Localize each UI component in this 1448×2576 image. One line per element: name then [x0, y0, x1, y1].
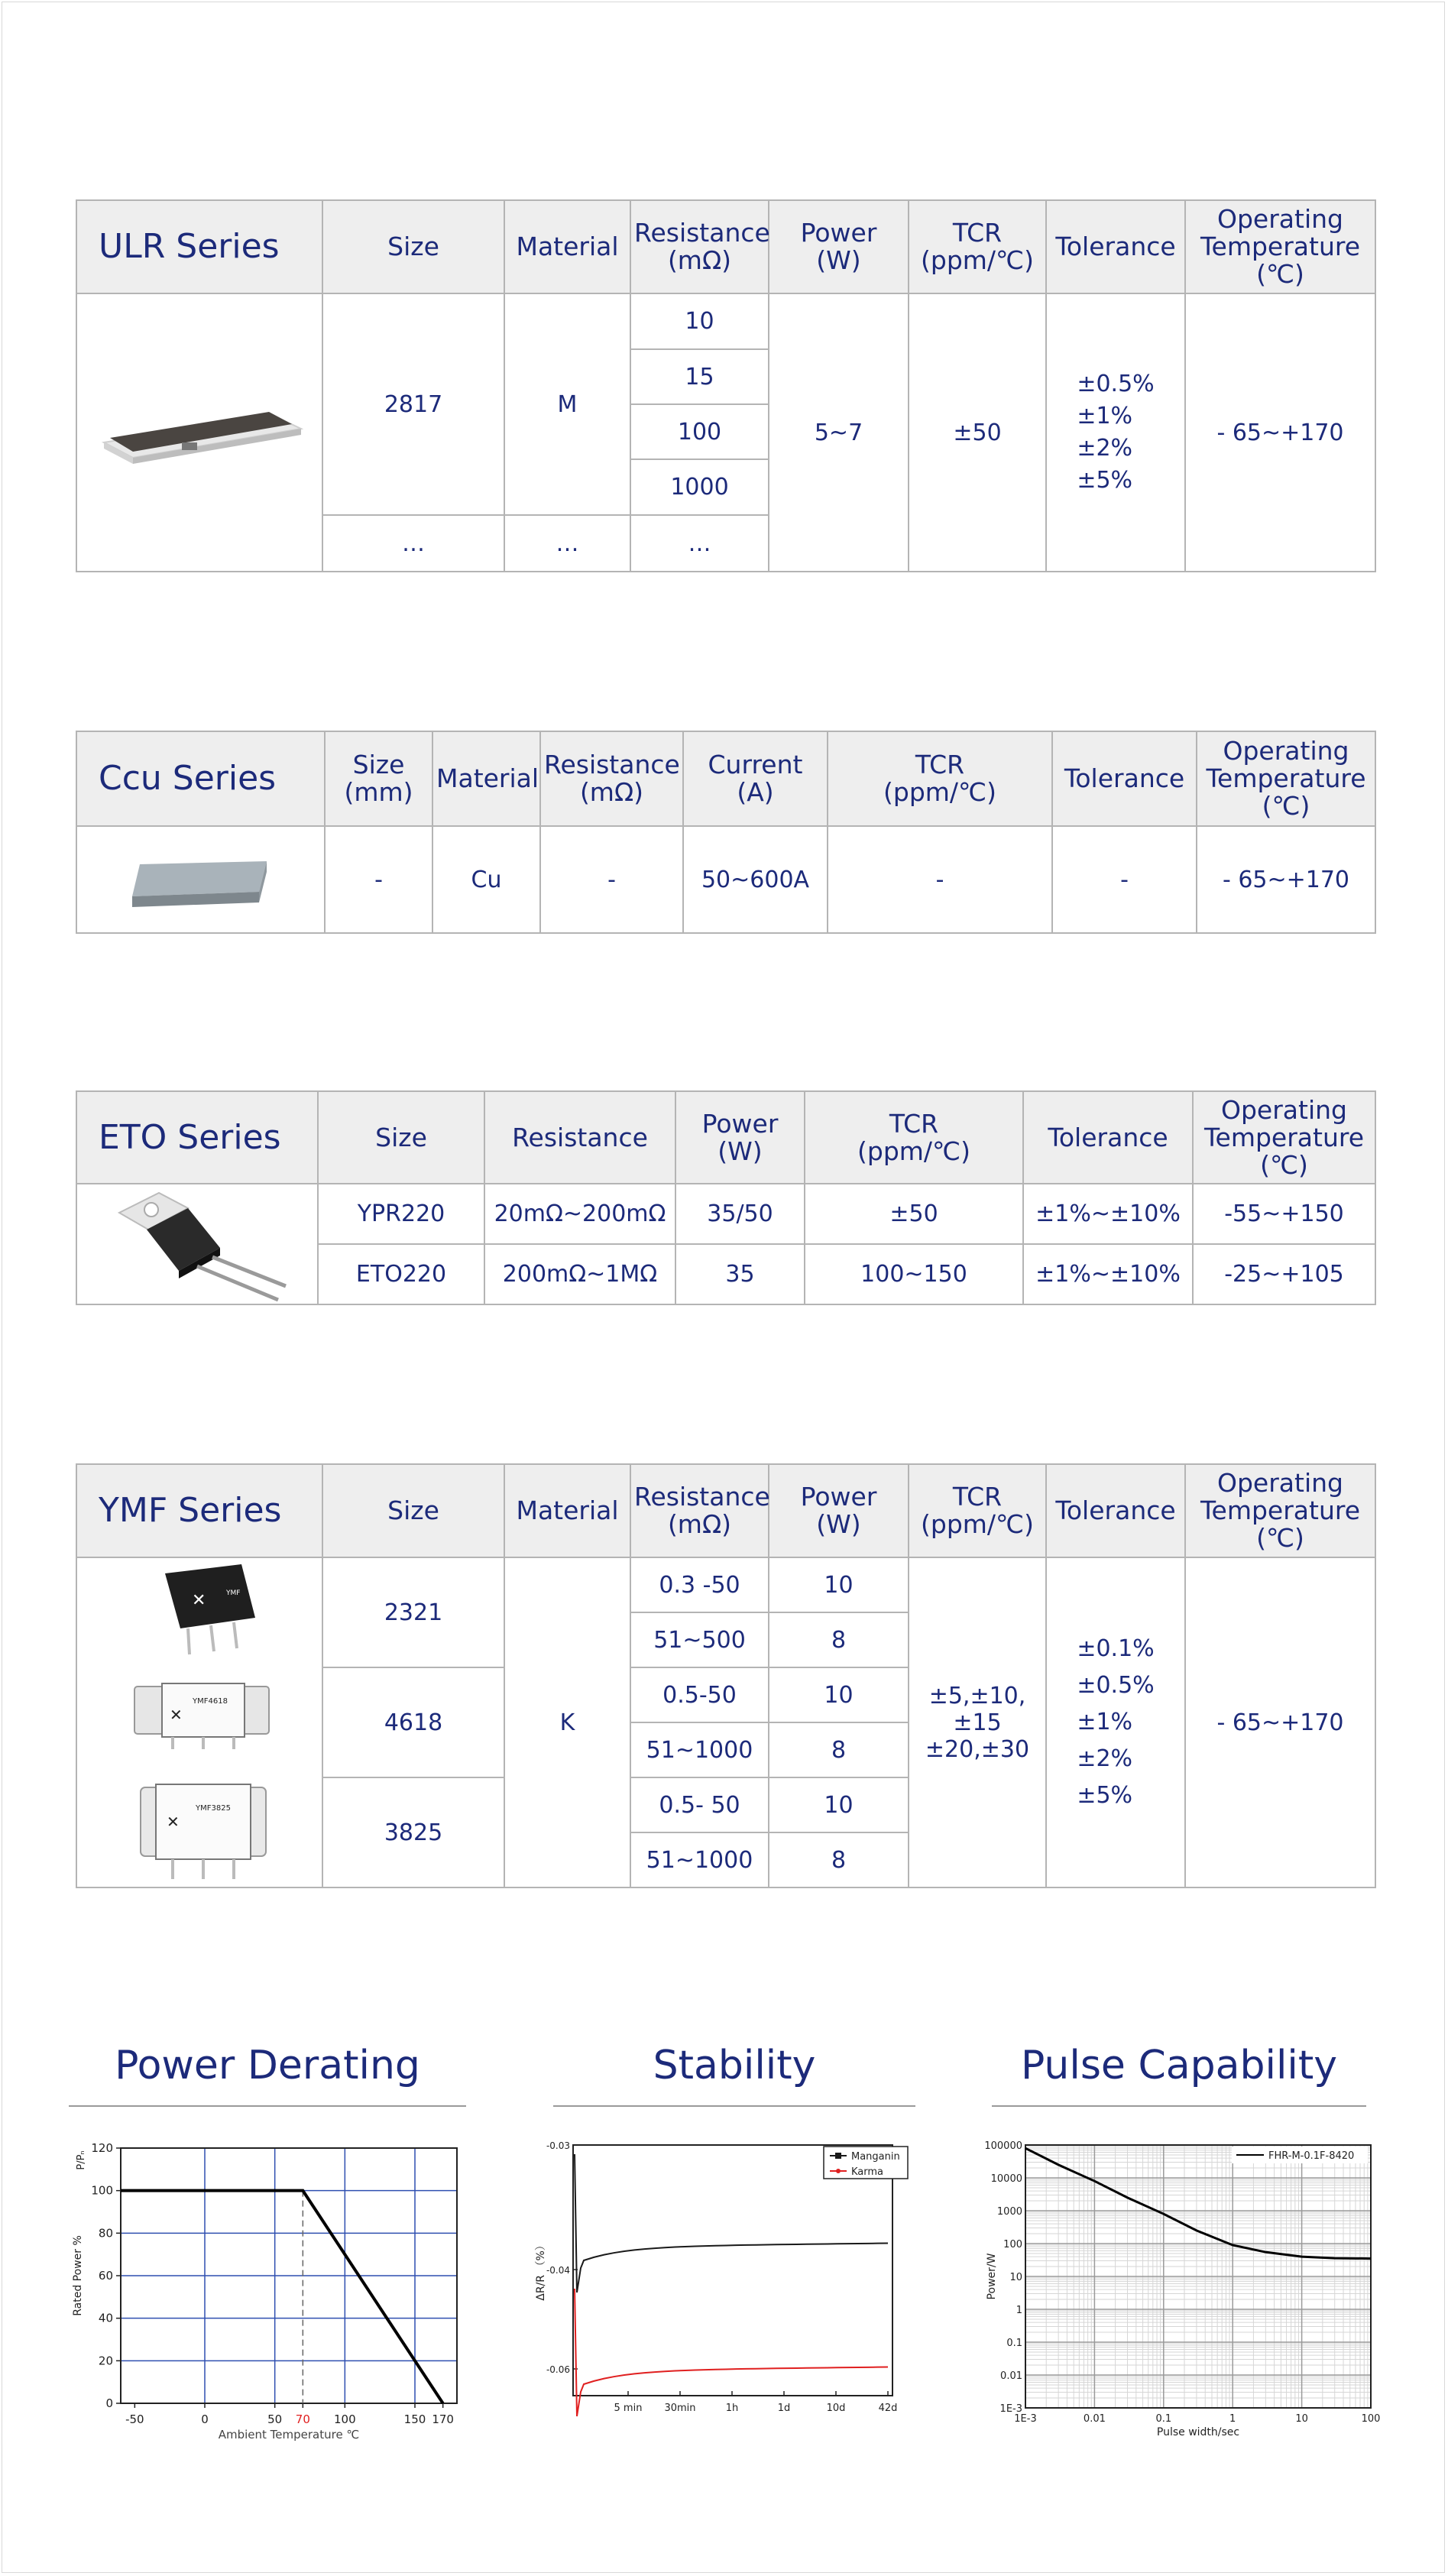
pulse-y-tick-label: 0.01: [1000, 2370, 1022, 2382]
ccu-product-image: [76, 826, 325, 933]
ulr-power: 5~7: [769, 293, 909, 572]
eto-row2-resistance: 200mΩ~1MΩ: [484, 1244, 675, 1304]
ccu-table: [76, 731, 1376, 934]
eto-row2-temp: -25~+105: [1193, 1244, 1375, 1304]
ymf-temp: - 65~+170: [1185, 1557, 1375, 1887]
eto-header-tcr: TCR (ppm/℃): [805, 1091, 1023, 1184]
pulse-x-tick-label: 100: [1361, 2413, 1381, 2425]
stability-legend-karma: Karma: [851, 2166, 884, 2178]
ymf-image-4618: [134, 1683, 269, 1749]
pulse-y-tick-label: 10: [1009, 2272, 1022, 2283]
ccu-series-title: Ccu Series: [76, 731, 325, 826]
ymf-material: K: [504, 1557, 630, 1887]
eto-row1-temp: -55~+150: [1193, 1184, 1375, 1244]
pulse-capability-rule: [992, 2105, 1366, 2107]
eto-header-tolerance: Tolerance: [1023, 1091, 1193, 1184]
ccu-header-tcr: TCR (ppm/℃): [828, 731, 1052, 826]
eto-header-temp: Operating Temperature (℃): [1193, 1091, 1375, 1184]
power-derating-rule: [69, 2105, 466, 2107]
ymf-row3-resistance: 0.5-50: [630, 1667, 769, 1722]
stability-x-tick-label: 1h: [725, 2403, 739, 2414]
ymf-image-3825: [141, 1784, 266, 1879]
derating-curve: [121, 2191, 443, 2403]
ymf-header-temp: Operating Temperature (℃): [1185, 1464, 1375, 1557]
stability-y-label: ΔR/R （%）: [535, 2240, 547, 2301]
ccu-header-size: Size (mm): [325, 731, 432, 826]
ccu-tolerance: -: [1052, 826, 1197, 933]
eto-series-title: ETO Series: [76, 1091, 318, 1184]
eto-row2-tolerance: ±1%~±10%: [1023, 1244, 1193, 1304]
pulse-y-tick-label: 1: [1016, 2305, 1022, 2316]
ulr-material-more: …: [504, 515, 630, 572]
ymf-row1-power: 10: [769, 1557, 909, 1612]
eto-row2-size: ETO220: [318, 1244, 484, 1304]
ymf-row1-resistance: 0.3 -50: [630, 1557, 769, 1612]
pulse-x-label: Pulse width/sec: [1156, 2426, 1240, 2438]
stability-y-tick-label: -0.06: [546, 2364, 570, 2375]
eto-product-image: [76, 1184, 318, 1304]
ymf-size-3: 3825: [322, 1777, 504, 1887]
ulr-tolerance-text: ±0.5% ±1% ±2% ±5%: [1077, 371, 1155, 494]
pulse-capability-title: Pulse Capability: [1020, 2043, 1338, 2088]
ulr-temp: - 65~+170: [1185, 293, 1375, 572]
ymf-row5-resistance: 0.5- 50: [630, 1777, 769, 1832]
pulse-x-tick-label: 10: [1295, 2413, 1308, 2425]
ymf-row2-power: 8: [769, 1612, 909, 1667]
ccu-header-tolerance: Tolerance: [1052, 731, 1197, 826]
ccu-header-material: Material: [432, 731, 540, 826]
ymf-header-resistance: Resistance (mΩ): [630, 1464, 769, 1557]
stability-y-tick-label: -0.04: [546, 2265, 570, 2276]
ymf-row4-power: 8: [769, 1722, 909, 1777]
stability-plot-frame: [573, 2145, 892, 2396]
derating-x-tick-label: 0: [201, 2412, 209, 2426]
pulse-x-tick-label: 1: [1229, 2413, 1236, 2425]
ulr-header-size: Size: [322, 200, 504, 293]
pulse-y-tick-label: 10000: [990, 2173, 1022, 2185]
ulr-header-tcr: TCR (ppm/℃): [909, 200, 1046, 293]
stability-rule: [553, 2105, 915, 2107]
ccu-material: Cu: [432, 826, 540, 933]
ulr-material: M: [504, 293, 630, 515]
ymf-table: [76, 1463, 1376, 1888]
svg-text:✕: ✕: [167, 1813, 180, 1831]
stability-title: Stability: [653, 2043, 816, 2088]
stability-legend-marker-karma: [836, 2169, 841, 2173]
ymf-tolerance-text: ±0.1% ±0.5% ±1% ±2% ±5%: [1077, 1635, 1155, 1809]
stability-curve-karma: [575, 2289, 888, 2416]
ccu-temp: - 65~+170: [1197, 826, 1375, 933]
ulr-tcr: ±50: [909, 293, 1046, 572]
ymf-product-images: [76, 1557, 322, 1887]
ymf-row3-power: 10: [769, 1667, 909, 1722]
stability-x-tick-label: 42d: [878, 2403, 898, 2414]
eto-header-size: Size: [318, 1091, 484, 1184]
derating-y-tick-label: 0: [105, 2396, 113, 2410]
stability-x-tick-label: 30min: [664, 2403, 696, 2414]
ccu-size: -: [325, 826, 432, 933]
power-derating-chart: [67, 2136, 465, 2442]
ccu-current: 50~600A: [683, 826, 828, 933]
ymf-row4-resistance: 51~1000: [630, 1722, 769, 1777]
ymf-header-material: Material: [504, 1464, 630, 1557]
pulse-curve: [1025, 2148, 1371, 2258]
eto-row1-power: 35/50: [675, 1184, 805, 1244]
derating-x-tick-label: -50: [125, 2412, 144, 2426]
pulse-x-tick-label: 0.1: [1155, 2413, 1172, 2425]
ymf-image-label-1: YMF: [226, 1589, 241, 1597]
ccu-header-resistance: Resistance (mΩ): [540, 731, 683, 826]
pulse-y-tick-label: 100000: [984, 2140, 1022, 2152]
power-derating-title: Power Derating: [115, 2043, 420, 2088]
ulr-header-resistance: Resistance (mΩ): [630, 200, 769, 293]
ulr-header-power: Power (W): [769, 200, 909, 293]
ymf-image-label-2: YMF4618: [193, 1697, 228, 1706]
derating-corner-label: P/Pₙ: [76, 2150, 87, 2170]
ymf-header-size: Size: [322, 1464, 504, 1557]
ulr-table: [76, 199, 1376, 572]
stability-legend-manganin: Manganin: [851, 2151, 900, 2163]
ymf-tolerance: [1046, 1557, 1185, 1887]
derating-y-tick-label: 120: [91, 2141, 113, 2155]
ulr-header-material: Material: [504, 200, 630, 293]
ulr-resistance-1: 10: [630, 293, 769, 349]
eto-row1-resistance: 20mΩ~200mΩ: [484, 1184, 675, 1244]
derating-x-tick-label: 100: [334, 2412, 356, 2426]
eto-row1-tcr: ±50: [805, 1184, 1023, 1244]
pulse-x-tick-label: 1E-3: [1014, 2413, 1037, 2425]
ccu-header-temp: Operating Temperature (℃): [1197, 731, 1375, 826]
derating-x-tick-label: 170: [432, 2412, 454, 2426]
pulse-legend-label: FHR-M-0.1F-8420: [1268, 2150, 1355, 2162]
ymf-row5-power: 10: [769, 1777, 909, 1832]
stability-legend-marker-manganin: [835, 2153, 841, 2159]
derating-y-tick-label: 80: [98, 2226, 113, 2241]
eto-header-resistance: Resistance: [484, 1091, 675, 1184]
ymf-row6-power: 8: [769, 1832, 909, 1887]
derating-x-tick-label: 70: [295, 2412, 310, 2426]
ymf-row6-resistance: 51~1000: [630, 1832, 769, 1887]
eto-header-power: Power (W): [675, 1091, 805, 1184]
eto-row1-tolerance: ±1%~±10%: [1023, 1184, 1193, 1244]
derating-y-label: Rated Power %: [72, 2235, 84, 2316]
eto-table: [76, 1090, 1376, 1305]
eto-row2-tcr: 100~150: [805, 1244, 1023, 1304]
derating-x-tick-label: 150: [403, 2412, 426, 2426]
ymf-header-tolerance: Tolerance: [1046, 1464, 1185, 1557]
pulse-y-tick-label: 0.1: [1006, 2338, 1022, 2349]
stability-y-tick-label: -0.03: [546, 2140, 570, 2151]
pulse-y-label: Power/W: [986, 2253, 998, 2300]
pulse-capability-chart: [980, 2136, 1381, 2442]
ymf-row2-resistance: 51~500: [630, 1612, 769, 1667]
ulr-header-temp: Operating Temperature (℃): [1185, 200, 1375, 293]
ulr-resistance-2: 15: [630, 349, 769, 404]
pulse-y-tick-label: 1E-3: [999, 2403, 1022, 2415]
derating-x-label: Ambient Temperature ℃: [218, 2428, 360, 2442]
ccu-resistance: -: [540, 826, 683, 933]
ulr-tolerance: [1046, 293, 1185, 572]
stability-chart: [527, 2136, 925, 2442]
ymf-header-power: Power (W): [769, 1464, 909, 1557]
ymf-size-2: 4618: [322, 1667, 504, 1777]
pulse-y-tick-label: 100: [1003, 2239, 1022, 2250]
ulr-resistance-4: 1000: [630, 459, 769, 515]
derating-y-tick-label: 20: [98, 2354, 113, 2368]
pulse-y-tick-label: 1000: [996, 2206, 1022, 2218]
eto-row1-size: YPR220: [318, 1184, 484, 1244]
stability-x-tick-label: 10d: [826, 2403, 846, 2414]
ulr-size: 2817: [322, 293, 504, 515]
eto-row2-power: 35: [675, 1244, 805, 1304]
ulr-size-more: …: [322, 515, 504, 572]
svg-text:✕: ✕: [170, 1706, 183, 1724]
derating-x-tick-label: 50: [267, 2412, 283, 2426]
stability-x-tick-label: 1d: [777, 2403, 791, 2414]
ymf-image-2321: [165, 1564, 255, 1654]
ymf-series-title: YMF Series: [76, 1464, 322, 1557]
ulr-series-title: ULR Series: [76, 200, 322, 293]
ccu-tcr: -: [828, 826, 1052, 933]
stability-x-tick-label: 5 min: [614, 2403, 643, 2414]
ymf-header-tcr: TCR (ppm/℃): [909, 1464, 1046, 1557]
derating-y-tick-label: 40: [98, 2311, 113, 2325]
ymf-tcr: ±5,±10, ±15 ±20,±30: [909, 1557, 1046, 1887]
ulr-header-tolerance: Tolerance: [1046, 200, 1185, 293]
derating-y-tick-label: 60: [98, 2269, 113, 2283]
pulse-x-tick-label: 0.01: [1083, 2413, 1106, 2425]
ulr-resistance-more: …: [630, 515, 769, 572]
ulr-resistance-3: 100: [630, 404, 769, 459]
svg-text:✕: ✕: [192, 1591, 206, 1610]
ymf-image-label-3: YMF3825: [196, 1804, 231, 1813]
ymf-size-1: 2321: [322, 1557, 504, 1667]
ulr-product-image: [76, 293, 322, 572]
derating-y-tick-label: 100: [91, 2183, 113, 2198]
ccu-header-current: Current (A): [683, 731, 828, 826]
